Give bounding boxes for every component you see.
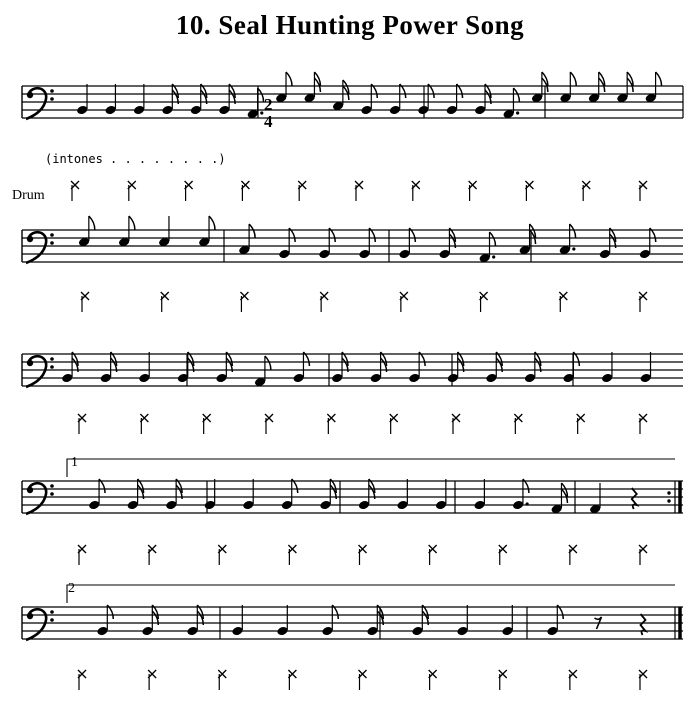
song-title: 10. Seal Hunting Power Song	[175, 10, 525, 40]
drum-stroke	[218, 545, 226, 565]
drum-stroke	[265, 414, 273, 434]
drum-stroke	[400, 292, 408, 312]
drum-stroke	[639, 292, 647, 312]
quarter-rest	[641, 614, 646, 635]
drum-stroke	[639, 670, 647, 690]
note-flag	[265, 356, 271, 370]
staves	[22, 86, 683, 640]
drum-stroke	[320, 292, 328, 312]
augmentation-dot	[516, 111, 519, 114]
drum-stroke	[429, 545, 437, 565]
drum-stroke	[499, 670, 507, 690]
drum-stroke	[148, 545, 156, 565]
drum-stroke	[288, 545, 296, 565]
note-flag	[490, 232, 496, 246]
drum-stroke	[639, 545, 647, 565]
drum-stroke	[241, 181, 249, 201]
augmentation-dot	[260, 111, 263, 114]
intones-marking: (intones . . . . . . . .)	[45, 152, 226, 166]
note-flag	[286, 72, 292, 86]
drum-stroke	[525, 181, 533, 201]
bass-clef-icon	[26, 609, 54, 640]
drum-stroke	[288, 670, 296, 690]
drum-stroke	[81, 292, 89, 312]
clef-dot	[50, 618, 54, 622]
quarter-rest	[632, 488, 637, 509]
note-flag	[570, 72, 576, 86]
drum-stroke	[355, 181, 363, 201]
drum-stroke	[499, 545, 507, 565]
drum-stroke	[148, 670, 156, 690]
augmentation-dot	[492, 255, 495, 258]
clef-dot	[27, 92, 33, 98]
augmentation-dot	[526, 502, 529, 505]
drum-stroke	[390, 414, 398, 434]
clef-dot	[50, 89, 54, 93]
note-flag	[129, 216, 135, 230]
clef-dot	[50, 233, 54, 237]
drum-stroke	[452, 414, 460, 434]
drum-stroke	[140, 414, 148, 434]
volta-bracket	[67, 585, 675, 603]
clef-dot	[50, 365, 54, 369]
drum-stroke	[218, 670, 226, 690]
drum-stroke	[161, 292, 169, 312]
drum-stroke	[78, 414, 86, 434]
drum-stroke	[359, 670, 367, 690]
drum-stroke	[240, 292, 248, 312]
clef-dot	[27, 613, 33, 619]
drum-stroke	[514, 414, 522, 434]
bass-clef-icon	[26, 88, 54, 119]
drum-stroke	[480, 292, 488, 312]
bass-clef-icon	[26, 356, 54, 387]
drum-stroke	[469, 181, 477, 201]
time-signature-bottom: 4	[264, 112, 273, 131]
clef-dot	[50, 484, 54, 488]
clef-dot	[27, 487, 33, 493]
drum-stroke	[577, 414, 585, 434]
note-flag	[570, 224, 576, 238]
drum-label: Drum	[12, 188, 45, 203]
drum-stroke	[559, 292, 567, 312]
drum-stroke	[78, 670, 86, 690]
clef-dot	[50, 241, 54, 245]
clef-dot	[50, 97, 54, 101]
drum-stroke	[582, 181, 590, 201]
drum-stroke	[298, 181, 306, 201]
drum-stroke	[78, 545, 86, 565]
drum-stroke	[412, 181, 420, 201]
clef-dot	[50, 357, 54, 361]
drum-stroke	[359, 545, 367, 565]
drum-stroke	[128, 181, 136, 201]
drum-stroke	[71, 181, 79, 201]
clef-dot	[27, 236, 33, 242]
note-flag	[656, 72, 662, 86]
volta-bracket	[67, 459, 675, 477]
clef-dot	[50, 492, 54, 496]
drum-stroke	[569, 545, 577, 565]
note-flag	[89, 216, 95, 230]
augmentation-dot	[572, 247, 575, 250]
repeat-dot	[667, 499, 670, 502]
bass-clef-icon	[26, 483, 54, 514]
time-signature-top: 2	[264, 95, 273, 114]
note-flag	[249, 224, 255, 238]
repeat-dot	[667, 491, 670, 494]
clef-dot	[50, 610, 54, 614]
bass-clef-icon	[26, 232, 54, 263]
drum-stroke	[203, 414, 211, 434]
ending-2-label: 2	[68, 581, 75, 596]
drum-stroke	[429, 670, 437, 690]
drum-stroke	[639, 414, 647, 434]
clef-dot	[27, 360, 33, 366]
note-flag	[209, 216, 215, 230]
drum-stroke	[327, 414, 335, 434]
drum-stroke	[569, 670, 577, 690]
note-flag	[513, 88, 519, 102]
ending-1-label: 1	[71, 455, 78, 470]
drum-stroke	[639, 181, 647, 201]
drum-stroke	[185, 181, 193, 201]
